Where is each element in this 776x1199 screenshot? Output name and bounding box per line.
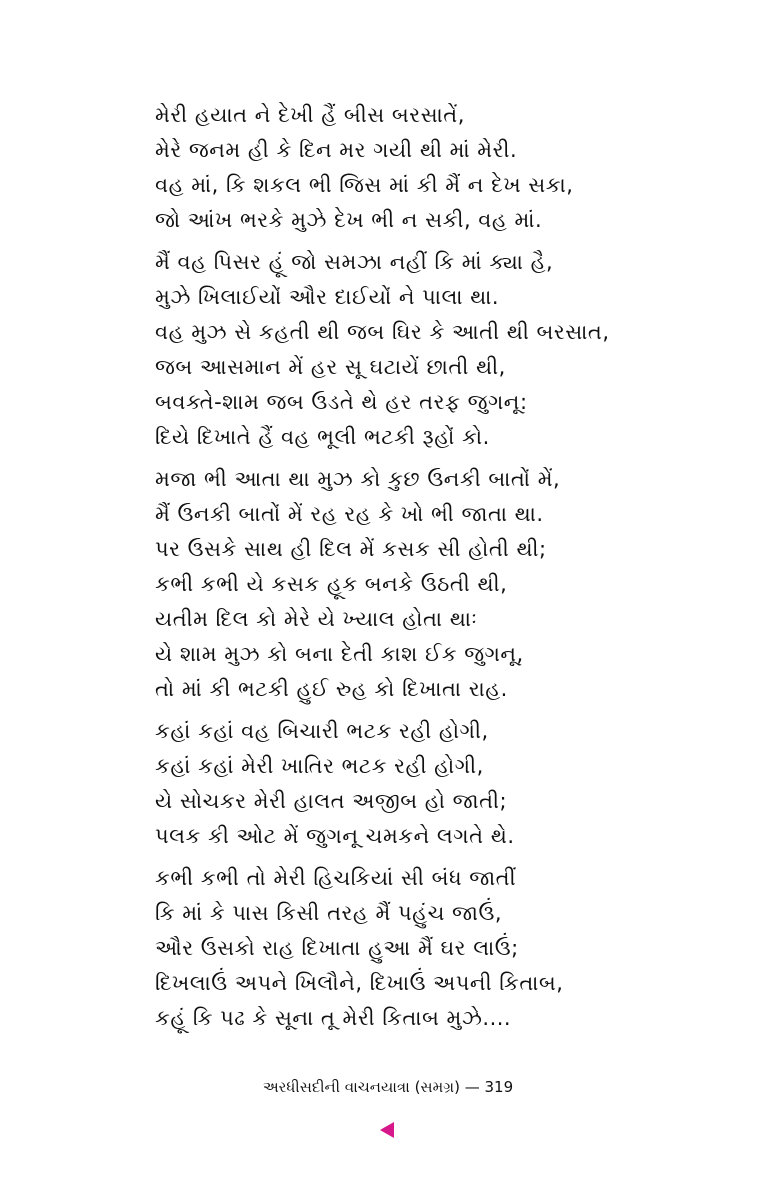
poem-line: જો આંખ ભરકે મુઝે દેખ ભી ન સકી, વહ માં.: [155, 208, 543, 232]
poem-line: મેરે જનમ હી કે દિન મર ગયી થી માં મેરી.: [155, 138, 518, 162]
poem-line: દિયે દિખાતે હૈં વહ ભૂલી ભટકી રૂહોં કો.: [155, 425, 490, 449]
poem-line: પર ઉસકે સાથ હી દિલ મેં કસક સી હોતી થી;: [155, 537, 547, 561]
poem-line: મજા ભી આતા થા મુઝ કો કુછ ઉનકી બાતોં મેં,: [155, 467, 561, 491]
poem-line: કહાં કહાં મેરી ખાતિર ભટક રહી હોગી,: [155, 754, 484, 778]
poem-line: યે સોચકર મેરી હાલત અજીબ હો જાતી;: [155, 789, 508, 813]
poem-line: કહૂં કિ પઢ કે સૂના તૂ મેરી કિતાબ મુઝે....: [155, 1006, 512, 1030]
poem-line: યે શામ મુઝ કો બના દેતી કાશ ઈક જુગનૂ,: [155, 642, 524, 666]
poem-line: તો માં કી ભટકી હુઈ રુહ કો દિખાતા રાહ.: [155, 677, 508, 701]
poem-line: મેરી હયાત ને દેખી હૈં બીસ બરસાતેં,: [155, 103, 465, 127]
poem-line: મુઝે ખિલાઈયોં ઔર દાઈયોં ને પાલા થા.: [155, 285, 500, 309]
poem-line: કહાં કહાં વહ બિચારી ભટક રહી હોગી,: [155, 719, 489, 743]
poem-line: કિ માં કે પાસ કિસી તરહ મૈં પહુંચ જાઉં,: [155, 901, 503, 925]
poem-line: મૈં વહ પિસર હૂં જો સમઝા નહીં કિ માં ક્યા હૈ,: [155, 250, 554, 274]
poem-line: દિખલાઉં અપને ખિલૌને, દિખાઉં અપની કિતાબ,: [155, 971, 564, 995]
poem-line: વહ મુઝ સે કહતી થી જબ ઘિર કે આતી થી બરસાત,: [155, 320, 610, 344]
poem-line: પલક કી ઓટ મેં જુગનૂ ચમકને લગતે થે.: [155, 824, 515, 848]
poem-line: વહ માં, કિ શકલ ભી જિસ માં કી મૈં ન દેખ સકા,: [155, 173, 574, 197]
poem-line: કભી કભી યે કસક હૂક બનકે ઉઠતી થી,: [155, 572, 508, 596]
left-triangle-icon: [380, 1122, 394, 1138]
poem-line: ઔર ઉસકો રાહ દિખાતા હુઆ મૈં ઘર લાઉં;: [155, 936, 519, 960]
page-footer: અરધીસદીની વાચનયાત્રા (સમગ્ર) — 319: [262, 1078, 514, 1096]
poem-line: યતીમ દિલ કો મેરે યે ખ્યાલ હોતા થાઃ: [155, 607, 478, 631]
poem-line: મૈં ઉનકી બાતોં મેં રહ રહ કે ખો ભી જાતા થા.: [155, 502, 544, 526]
poem-line: કભી કભી તો મેરી હિચકિયાં સી બંધ જાતીં: [155, 866, 517, 890]
poem-line: જબ આસમાન મેં હર સૂ ઘટાયેં છાતી થી,: [155, 355, 506, 379]
poem-line: બવક્તે-શામ જબ ઉડતે થે હર તરફ જુગનૂ:: [155, 390, 528, 414]
